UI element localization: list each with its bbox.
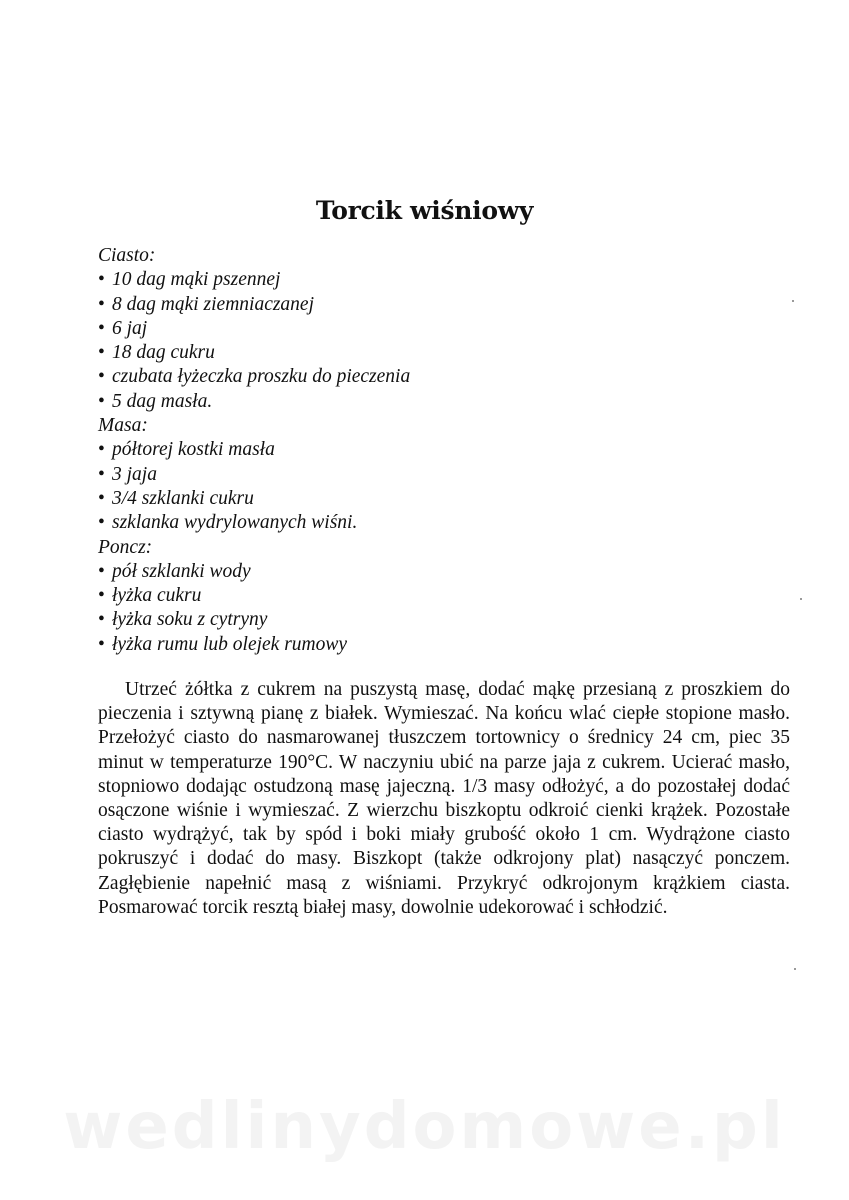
masa-label: Masa: (98, 415, 148, 437)
list-item: • łyżka rumu lub olejek rumowy (98, 633, 748, 657)
list-item: • 5 dag masła. (98, 390, 748, 414)
instructions-paragraph: Utrzeć żółtka z cukrem na puszystą masę, dodać mąkę przesianą z proszkiem do pieczenia i sztywną pianę z białek. Wymieszać. Na końcu wlać ciepłe stopione masło. Przełożyć ciasto do nasmarowanej tłuszczem tortownicy o średnicy 24 cm, piec 35 minut w temperaturze 190°C. W naczyniu ubić na parze jaja z cukrem. Ucierać masło, stopniowo dodając ostudzoną masę jajeczną. 1/3 masy odłożyć, a do pozostałej dodać osączone wiśnie i wymieszać. Z wierzchu biszkoptu odkroić cienki krążek. Pozostałe ciasto wydrążyć, tak by spód i boki miały grubość około 1 cm. Wydrążone ciasto pokruszyć i dodać do masy. Biszkopt (także odkrojony plat) nasączyć ponczem. Zagłębienie napełnić masą z wiśniami. Przykryć odkrojonym krążkiem ciasta. Posmarować torcik resztą białej masy, dowolnie udekorować i schłodzić. (98, 679, 790, 918)
scan-speck (792, 300, 794, 302)
masa-list (98, 438, 748, 535)
poncz-label: Poncz: (98, 536, 153, 558)
list-item: • szklanka wydrylowanych wiśni. (98, 511, 748, 535)
scan-speck (800, 598, 802, 600)
list-item: • półtorej kostki masła (98, 438, 748, 462)
list-item: • 18 dag cukru (98, 341, 748, 365)
ciasto-list (98, 268, 748, 414)
recipe-title: Torcik wiśniowy (315, 196, 534, 225)
list-item: • 10 dag mąki pszennej (98, 268, 748, 292)
watermark: wedlinydomowe.pl (63, 1090, 786, 1164)
ingredients-block (98, 244, 748, 657)
scan-speck (794, 968, 796, 970)
list-item: • pół szklanki wody (98, 560, 748, 584)
list-item: • 8 dag mąki ziemniaczanej (98, 293, 748, 317)
ciasto-label: Ciasto: (98, 245, 156, 266)
list-item: • 3 jaja (98, 463, 748, 487)
list-item: • 3/4 szklanki cukru (98, 487, 748, 511)
list-item: • łyżka cukru (98, 584, 748, 608)
list-item: • łyżka soku z cytryny (98, 608, 748, 632)
list-item: • 6 jaj (98, 317, 748, 341)
list-item: • czubata łyżeczka proszku do pieczenia (98, 365, 748, 389)
poncz-list (98, 560, 748, 657)
